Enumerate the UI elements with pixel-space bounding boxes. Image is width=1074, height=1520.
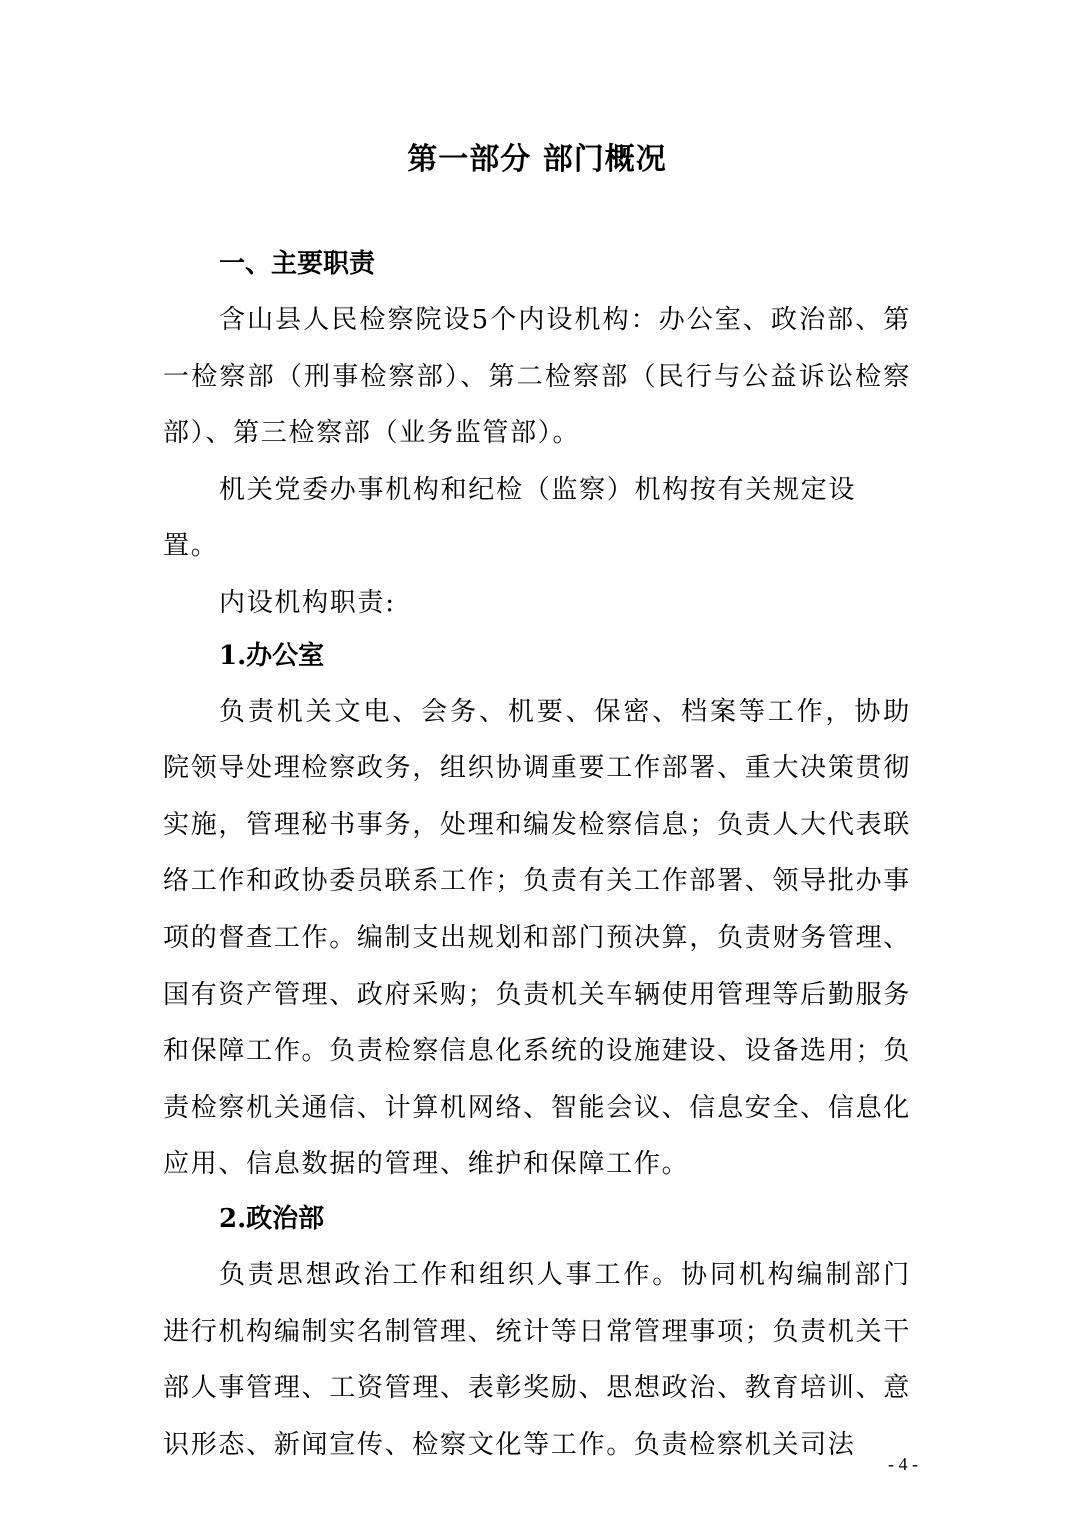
office-heading: 1.办公室 bbox=[219, 640, 325, 671]
political-paragraph: 负责思想政治工作和组织人事工作。协同机构编制部门进行机构编制实名制管理、统计等日常管理事项；负责机关干部人事管理、工资管理、表彰奖励、思想政治、教育培训、意识形态、新闻宣传、检察文化等工作。负责检察机关司法 bbox=[163, 1259, 911, 1460]
page-title: 第一部分 部门概况 bbox=[407, 142, 667, 177]
party-paragraph: 机关党委办事机构和纪检（监察）机构按有关规定设置。 bbox=[163, 474, 857, 562]
office-paragraph: 负责机关文电、会务、机要、保密、档案等工作，协助院领导处理检察政务，组织协调重要工作部署、重大决策贯彻实施，管理秘书事务，处理和编发检察信息；负责人大代表联络工作和政协委员联系工作；负责有关工作部署、领导批办事项的督查工作。编制支出规划和部门预决算，负责财务管理、国有资产管理、政府采购；负责机关车辆使用管理等后勤服务和保障工作。负责检察信息化系统的设施建设、设备选用；负责检察机关通信、计算机网络、智能会议、信息安全、信息化应用、信息数据的管理、维护和保障工作。 bbox=[163, 696, 911, 1180]
political-heading: 2.政治部 bbox=[219, 1203, 325, 1234]
section-heading-main-duties: 一、主要职责 bbox=[219, 249, 376, 279]
document-body bbox=[163, 240, 911, 1473]
page-number: - 4 - bbox=[888, 1454, 918, 1474]
intro-paragraph: 含山县人民检察院设5个内设机构：办公室、政治部、第一检察部（刑事检察部）、第二检察部（民行与公益诉讼检察部）、第三检察部（业务监管部）。 bbox=[163, 305, 911, 449]
duties-label: 内设机构职责: bbox=[219, 587, 396, 618]
